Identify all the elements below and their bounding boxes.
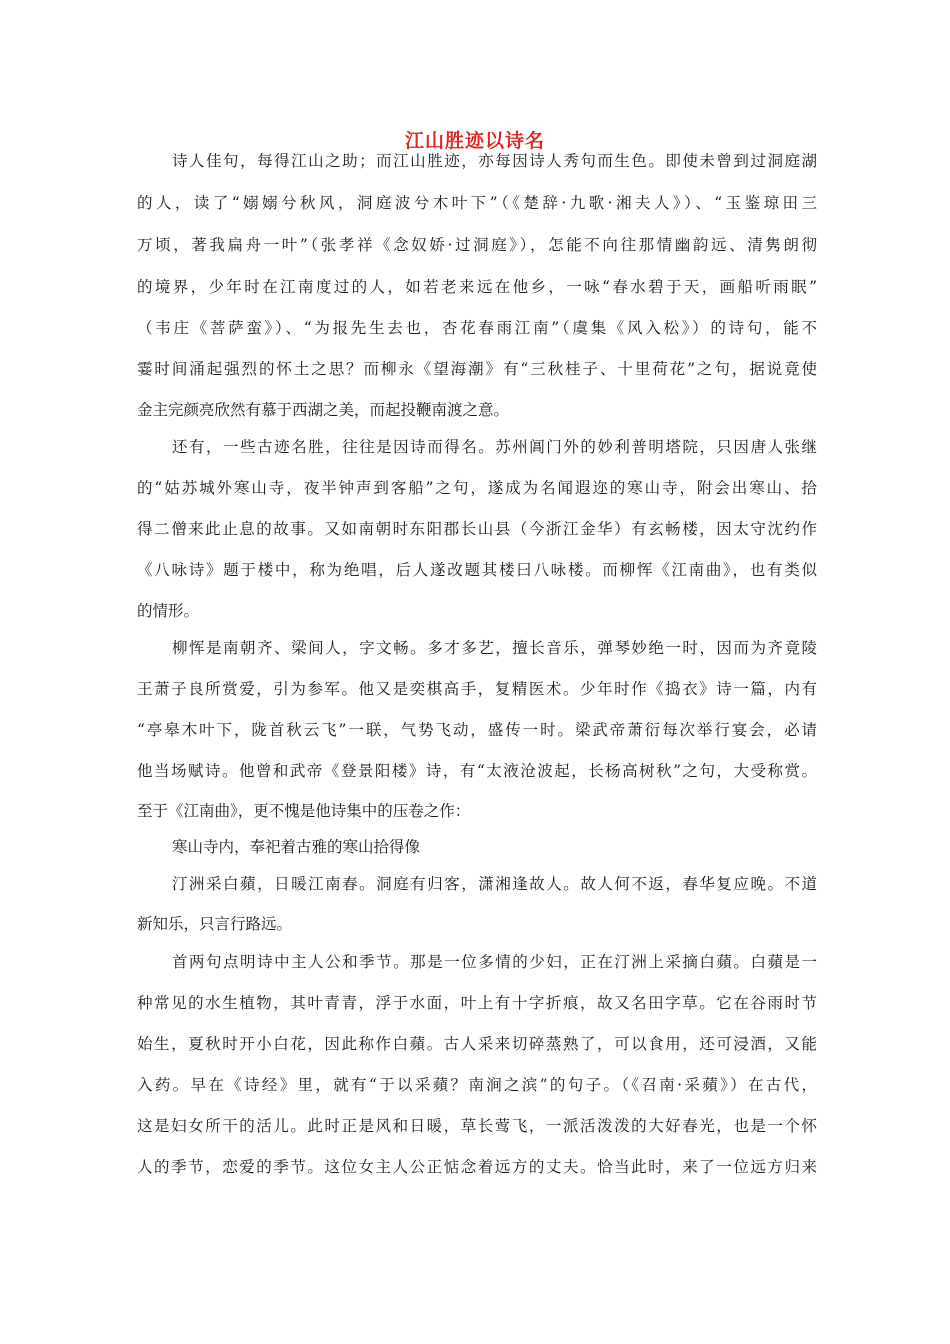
poem-line: 汀洲采白蘋，日暖江南春。洞庭有归客，潇湘逢故人。故人何不返，春华复应晚。不道 [172,875,817,893]
text-line: 柳恽是南朝齐、梁间人，字文畅。多才多艺，擅长音乐，弹琴妙绝一时，因而为齐竟陵 [172,639,817,657]
text-line: 诗人佳句，每得江山之助；而江山胜迹，亦每因诗人秀句而生色。即使未曾到过洞庭湖 [172,152,817,170]
text-line: 还有，一些古迹名胜，往往是因诗而得名。苏州阊门外的妙利普明塔院，只因唐人张继 [172,438,817,456]
text-line: 《八咏诗》题于楼中，称为绝唱，后人遂改题其楼曰八咏楼。而柳恽《江南曲》，也有类似 [137,561,817,579]
text-line: 得二僧来此止息的故事。又如南朝时东阳郡长山县（今浙江金华）有玄畅楼，因太守沈约作 [137,520,817,538]
text-line: （韦庄《菩萨蛮》）、“为报先生去也，杏花春雨江南”（虞集《风入松》）的诗句，能不 [137,319,817,337]
text-line: 金主完颜亮欣然有慕于西湖之美，而起投鞭南渡之意。 [137,401,510,419]
text-line: 始生，夏秋时开小白花，因此称作白蘋。古人采来切碎蒸熟了，可以食用，还可浸酒，又能 [137,1035,817,1053]
text-line: 的人，读了“嫋嫋兮秋风，洞庭波兮木叶下”（《楚辞·九歌·湘夫人》）、“玉鉴琼田三 [137,194,817,212]
text-line: 种常见的水生植物，其叶青青，浮于水面，叶上有十字折痕，故又名田字草。它在谷雨时节 [137,994,817,1012]
text-line: 这是妇女所干的活儿。此时正是风和日暖，草长莺飞，一派活泼泼的大好春光，也是一个怀 [137,1117,817,1135]
image-caption: 寒山寺内，奉祀着古雅的寒山拾得像 [172,838,421,856]
text-line: 入药。早在《诗经》里，就有“于以采蘋？南涧之滨”的句子。（《召南·采蘋》）在古代， [137,1076,817,1094]
text-line: 人的季节，恋爱的季节。这位女主人公正惦念着远方的丈夫。恰当此时，来了一位远方归来 [137,1158,817,1176]
text-line: 的情形。 [137,602,200,620]
article-title: 江山胜迹以诗名 [404,130,545,152]
text-line: 首两句点明诗中主人公和季节。那是一位多情的少妇，正在汀洲上采摘白蘋。白蘋是一 [172,953,817,971]
text-line: 王萧子良所赏爱，引为参军。他又是奕棋高手，复精医术。少年时作《捣衣》诗一篇，内有 [137,680,817,698]
poem-line: 新知乐，只言行路远。 [137,915,293,933]
text-line: 霎时间涌起强烈的怀土之思？而柳永《望海潮》有“三秋桂子、十里荷花”之句，据说竟使 [137,360,817,378]
text-line: 的“姑苏城外寒山寺，夜半钟声到客船”之句，遂成为名闻遐迩的寒山寺，附会出寒山、拾 [137,479,817,497]
text-line: “亭皋木叶下，陇首秋云飞”一联，气势飞动，盛传一时。梁武帝萧衍每次举行宴会，必请 [137,721,817,739]
text-line: 万顷，著我扁舟一叶”（张孝祥《念奴娇·过洞庭》），怎能不向往那情幽韵远、清隽朗彻 [137,236,817,254]
text-line: 他当场赋诗。他曾和武帝《登景阳楼》诗，有“太液沧波起，长杨高树秋”之句，大受称赏。 [137,762,817,780]
text-line: 至于《江南曲》，更不愧是他诗集中的压卷之作： [137,802,471,820]
text-line: 的境界，少年时在江南度过的人，如若老来远在他乡，一咏“春水碧于天，画船听雨眠” [137,278,817,296]
